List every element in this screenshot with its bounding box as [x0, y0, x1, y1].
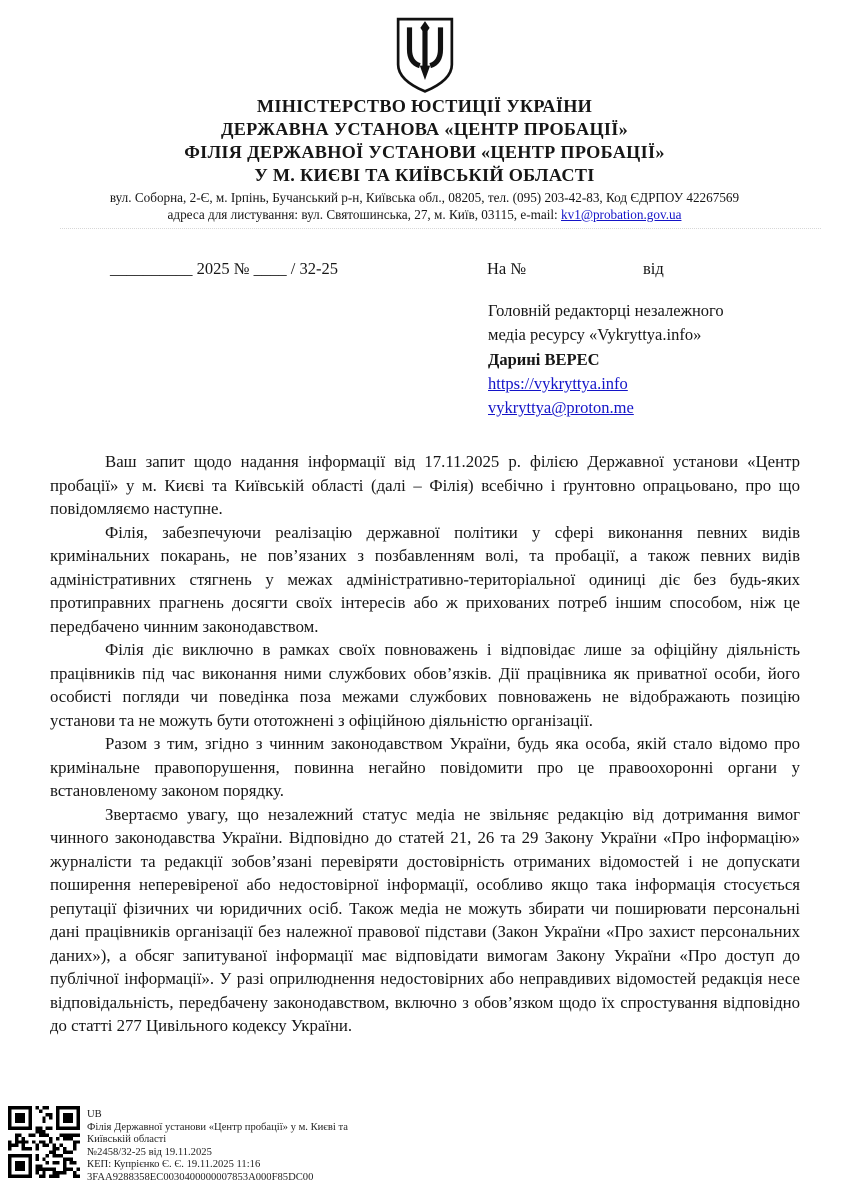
org-line-ministry: МІНІСТЕРСТВО ЮСТИЦІЇ УКРАЇНИ [256, 96, 593, 116]
recipient-url-link[interactable]: https://vykryttya.info [488, 373, 628, 393]
stamp-org-line-2: Київській області [87, 1134, 167, 1146]
recipient-role-line-2: медіа ресурсу «Vykryttya.info» [488, 325, 702, 345]
address-line-2 [0, 207, 849, 224]
letter-body [50, 450, 800, 1038]
recipient-email-link[interactable]: vykryttya@proton.me [488, 398, 634, 418]
paragraph-1: Ваш запит щодо надання інформації від 17.11.2025 р. філією Державної установи «Центр пробації» у м. Києві та Київській області (далі – Філія) всебічно і ґрунтовно опрацьовано, про що повідомляємо наступне. [50, 452, 800, 519]
paragraph-3: Філія діє виключно в рамках своїх повноважень і відповідає лише за офіційну діяльність працівників під час виконання ними службових обов’язків. Дії працівника як приватної особи, його особисті погляди чи поведінка поза межами службових повноважень не відображають позицію установи та не можуть бути ототожнені з офіційною діяльністю організації. [50, 640, 800, 730]
org-line-branch: ФІЛІЯ ДЕРЖАВНОЇ УСТАНОВИ «ЦЕНТР ПРОБАЦІЇ» [184, 142, 665, 162]
recipient-role-line-1: Головній редакторці незалежного [488, 301, 724, 320]
digital-signature-stamp [8, 1106, 348, 1185]
address-line-1: вул. Соборна, 2-Є, м. Ірпінь, Бучанський р-н, Київська обл., 08205, тел. (095) 203-42-83, Код ЄДРПОУ 42267569 [109, 190, 740, 205]
recipient-block [488, 299, 819, 420]
recipient-name: Дарині ВЕРЕС [488, 349, 600, 369]
reference-line [0, 259, 849, 283]
trident-emblem-icon [394, 16, 456, 92]
stamp-text-block [87, 1109, 348, 1185]
letterhead-address-block [0, 190, 849, 223]
address-line-2-text: адреса для листування: вул. Святошинська, 27, м. Київ, 03115, e-mail: [167, 206, 562, 222]
letterhead-title-block [0, 95, 849, 187]
paragraph-4: Разом з тим, згідно з чинним законодавством України, будь яка особа, якій стало відомо про кримінальне правопорушення, повинна негайно повідомити про це правоохоронні органи у встановленому законом порядку. [50, 734, 800, 801]
org-line-region: У М. КИЄВІ ТА КИЇВСЬКІЙ ОБЛАСТІ [254, 165, 595, 185]
incoming-date-label: від [643, 259, 664, 278]
stamp-label: UB [87, 1109, 102, 1120]
stamp-doc-number: №2458/32-25 від 19.11.2025 [87, 1146, 212, 1158]
stamp-hash: 3FAA9288358EC0030400000007853A000F85DC00 [87, 1171, 314, 1183]
paragraph-5: Звертаємо увагу, що незалежний статус медіа не звільняє редакцію від дотримання вимог чинного законодавства України. Відповідно до статей 21, 26 та 29 Закону України «Про інформацію» журналісти та редакції зобов’язані перевіряти достовірність отриманих відомостей і не допускати поширення неперевіреної або недостовірної інформації, особливо якщо така інформація стосується репутації фізичних чи юридичних осіб. Також медіа не можуть збирати чи поширювати персональні дані працівників організації без належної правової підстави (Закон України «Про захист персональних даних»), а обсяг запитуваної інформації має відповідати вимогам Закону України «Про доступ до публічної інформації». У разі оприлюднення недостовірних або неправдивих відомостей редакція несе відповідальність, передбачену законодавством, включно з обов’язком щодо їх спростування відповідно до статті 277 Цивільного кодексу України. [50, 804, 800, 1036]
org-line-institution: ДЕРЖАВНА УСТАНОВА «ЦЕНТР ПРОБАЦІЇ» [220, 119, 629, 139]
org-email-link[interactable]: kv1@probation.gov.ua [561, 206, 682, 222]
qr-code-icon [8, 1106, 80, 1178]
incoming-number-label: На № [487, 259, 527, 278]
stamp-org-line-1: Філія Державної установи «Центр пробації» у м. Києві та [87, 1121, 348, 1133]
header-separator [60, 228, 821, 229]
stamp-signature-line: КЕП: Купрієнко Є. Є. 19.11.2025 11:16 [87, 1159, 261, 1171]
outgoing-number-blank: __________ 2025 № ____ / 32-25 [110, 259, 338, 278]
paragraph-2: Філія, забезпечуючи реалізацію державної політики у сфері виконання певних видів кримінальних покарань, не пов’язаних з позбавленням волі, та пробації, а також певних видів адміністративних стягнень у межах адміністративно-територіальної одиниці діє без будь-яких протиправних прагнень досягти своїх інтересів або ж прихованих потреб іншим способом, ніж це передбачено чинним законодавством. [50, 522, 800, 636]
